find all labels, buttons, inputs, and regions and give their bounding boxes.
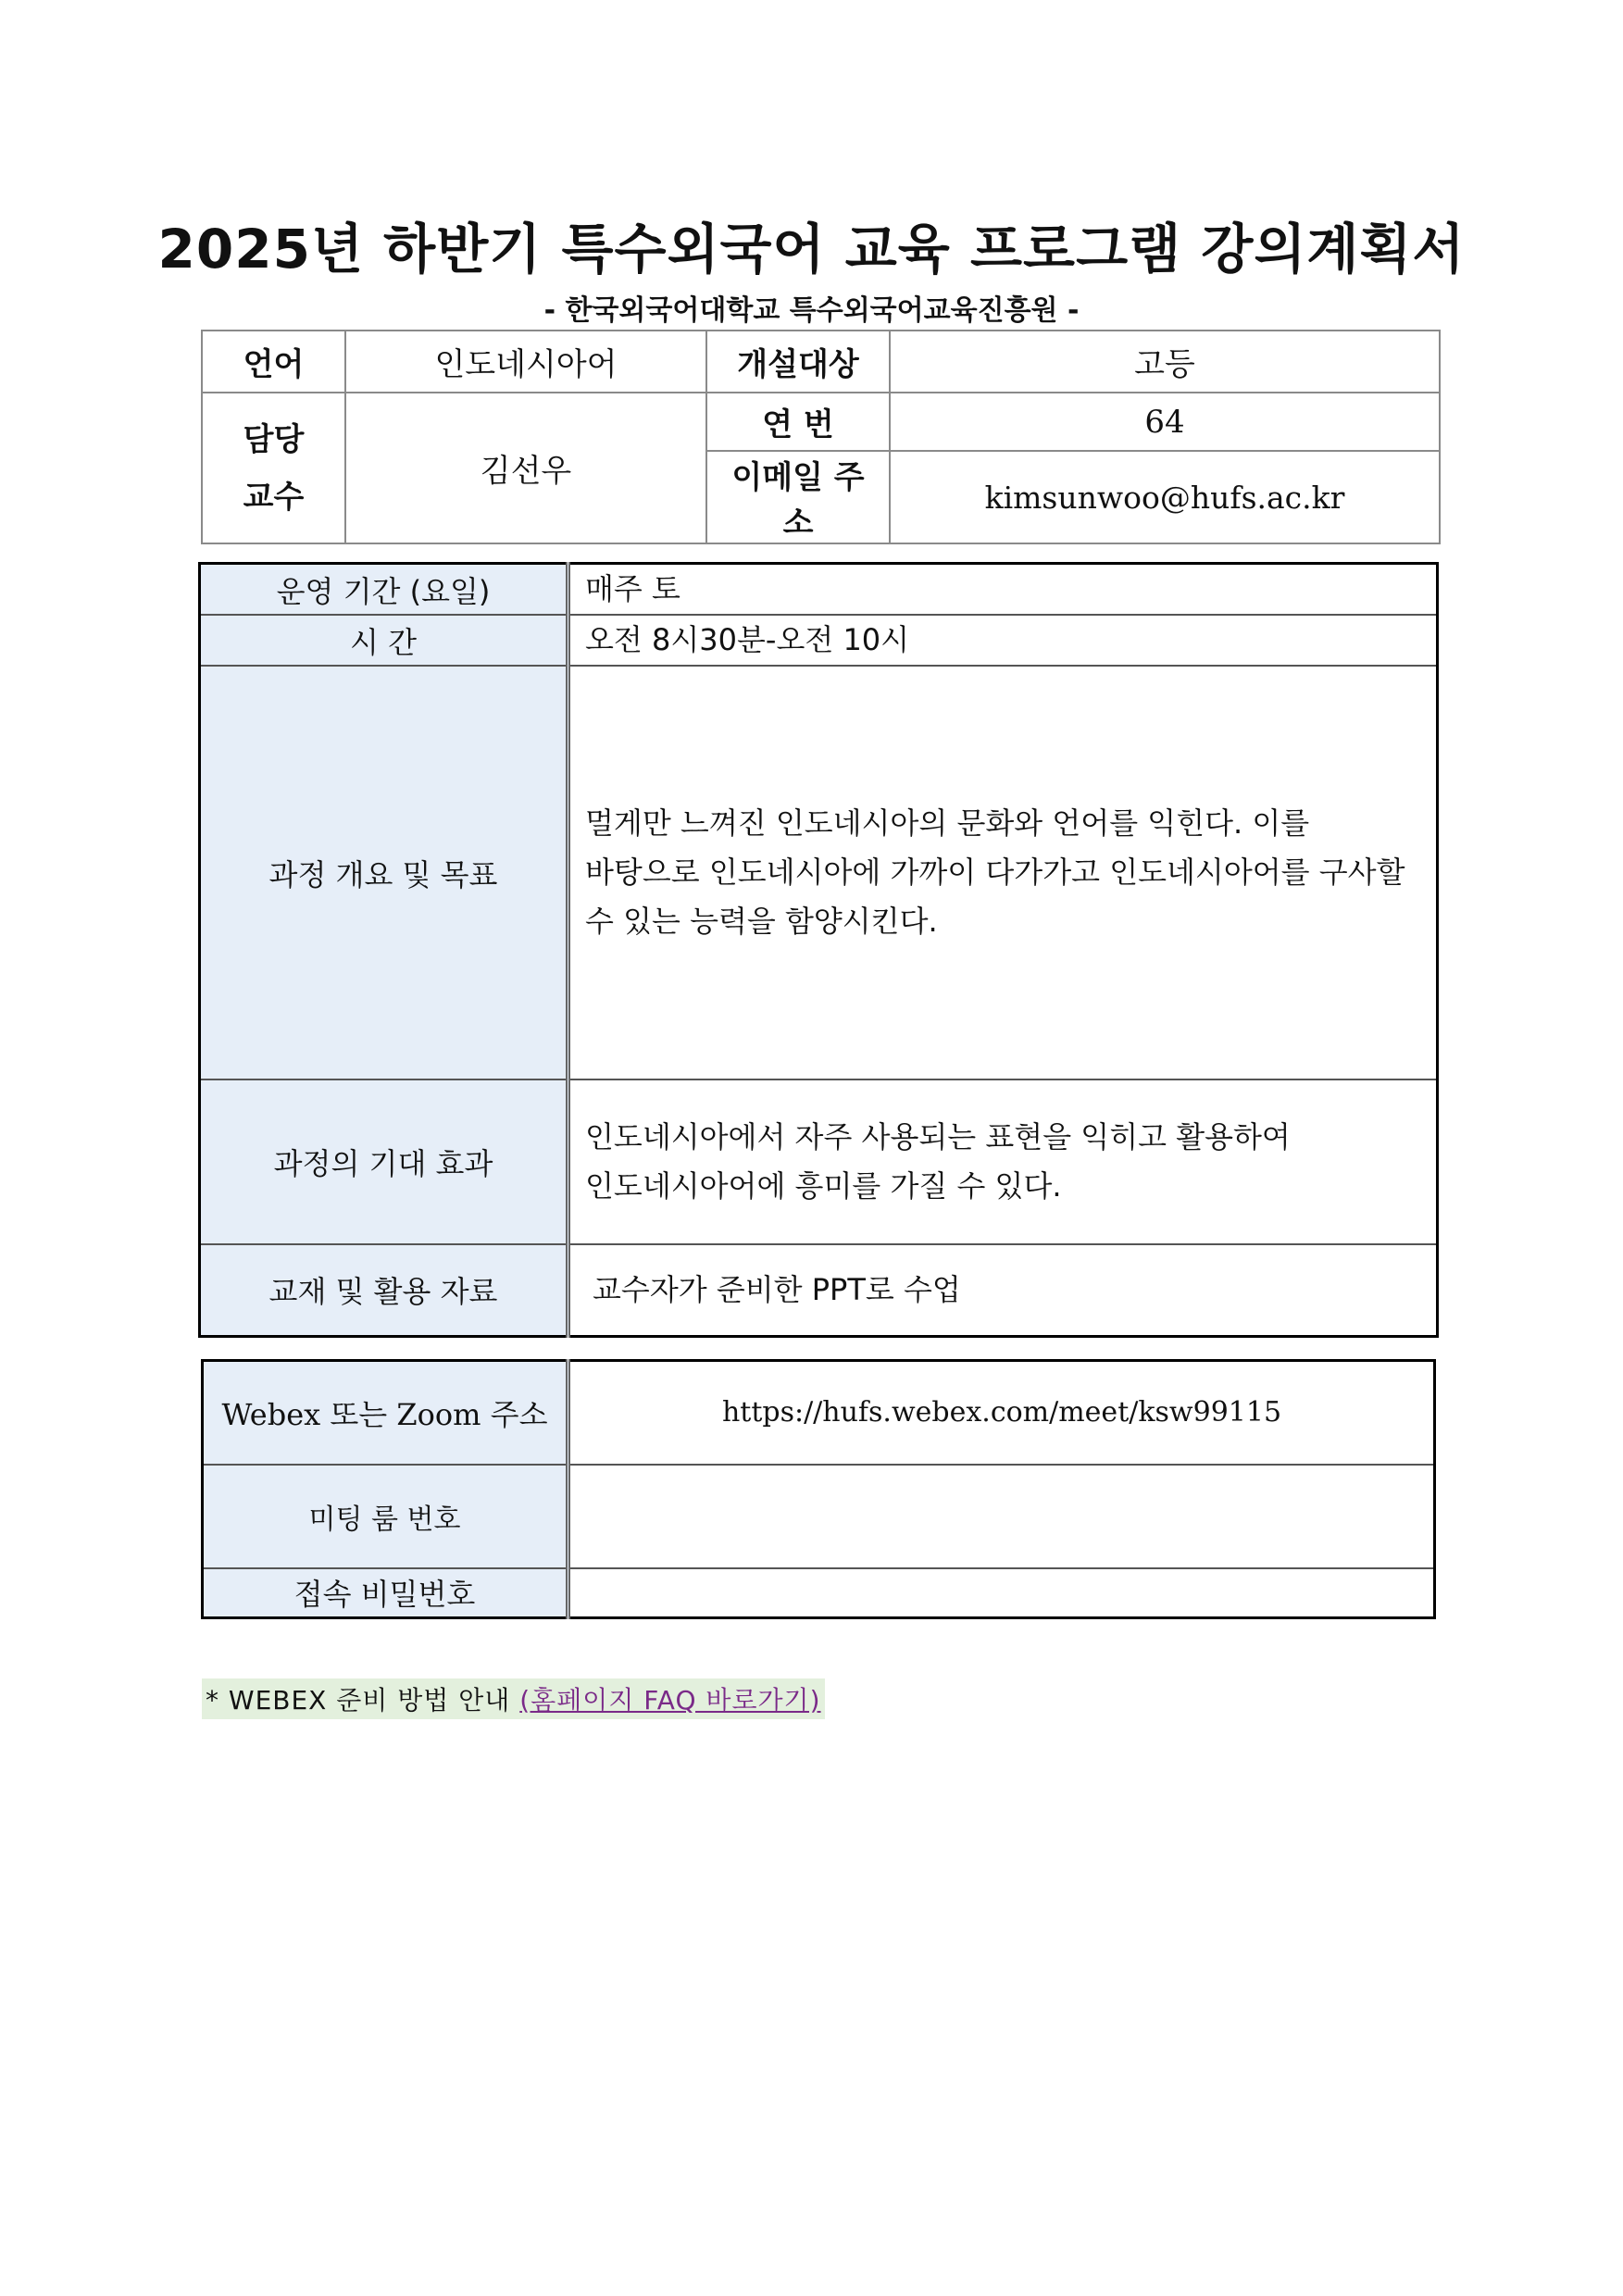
- webex-address-label: Webex 또는 Zoom 주소: [203, 1361, 568, 1465]
- professor-value: 김선우: [345, 393, 706, 543]
- course-table: [198, 562, 1439, 1338]
- period-value: 매주 토: [568, 564, 1438, 616]
- effect-label: 과정의 기대 효과: [200, 1079, 568, 1244]
- webex-guide-text: * WEBEX 준비 방법 안내: [206, 1685, 520, 1716]
- overview-value: [568, 666, 1438, 1079]
- overview-label: 과정 개요 및 목표: [200, 666, 568, 1079]
- serial-value: 64: [890, 393, 1440, 451]
- password-value: [568, 1568, 1435, 1618]
- email-label: 이메일 주소: [706, 451, 890, 543]
- professor-label-line-1: 담당: [243, 420, 305, 458]
- language-value: 인도네시아어: [345, 331, 706, 393]
- material-value: 교수자가 준비한 PPT로 수업: [568, 1244, 1438, 1336]
- target-label: 개설대상: [706, 331, 890, 393]
- effect-value: [568, 1079, 1438, 1244]
- overview-line: 바탕으로 인도네시아에 가까이 다가가고 인도네시아어를 구사할: [585, 855, 1405, 890]
- email-value: kimsunwoo@hufs.ac.kr: [890, 451, 1440, 543]
- effect-line: 인도네시아어에 흥미를 가질 수 있다.: [585, 1168, 1062, 1204]
- document-subtitle: - 한국외국어대학교 특수외국어교육진흥원 -: [543, 294, 1080, 327]
- time-value: 오전 8시30분-오전 10시: [568, 615, 1438, 666]
- webex-address-value[interactable]: https://hufs.webex.com/meet/ksw99115: [568, 1361, 1435, 1465]
- overview-line: 수 있는 능력을 함양시킨다.: [585, 904, 938, 939]
- material-label: 교재 및 활용 자료: [200, 1244, 568, 1336]
- webex-guide-note: [202, 1678, 825, 1719]
- target-value: 고등: [890, 331, 1440, 393]
- professor-label: [202, 393, 345, 543]
- overview-line: 멀게만 느껴진 인도네시아의 문화와 언어를 익힌다. 이를: [585, 805, 1310, 841]
- password-label: 접속 비밀번호: [203, 1568, 568, 1618]
- document-title: 2025년 하반기 특수외국어 교육 프로그램 강의계획서: [157, 218, 1466, 281]
- language-label: 언어: [202, 331, 345, 393]
- faq-link[interactable]: (홈페이지 FAQ 바로가기): [519, 1685, 821, 1716]
- professor-label-line-2: 교수: [243, 478, 305, 516]
- period-label: 운영 기간 (요일): [200, 564, 568, 616]
- meeting-room-label: 미팅 룸 번호: [203, 1465, 568, 1568]
- time-label: 시 간: [200, 615, 568, 666]
- info-table: [201, 330, 1441, 544]
- webex-table: [201, 1359, 1436, 1619]
- meeting-room-value: [568, 1465, 1435, 1568]
- serial-label: 연 번: [706, 393, 890, 451]
- effect-line: 인도네시아에서 자주 사용되는 표현을 익히고 활용하여: [585, 1119, 1291, 1154]
